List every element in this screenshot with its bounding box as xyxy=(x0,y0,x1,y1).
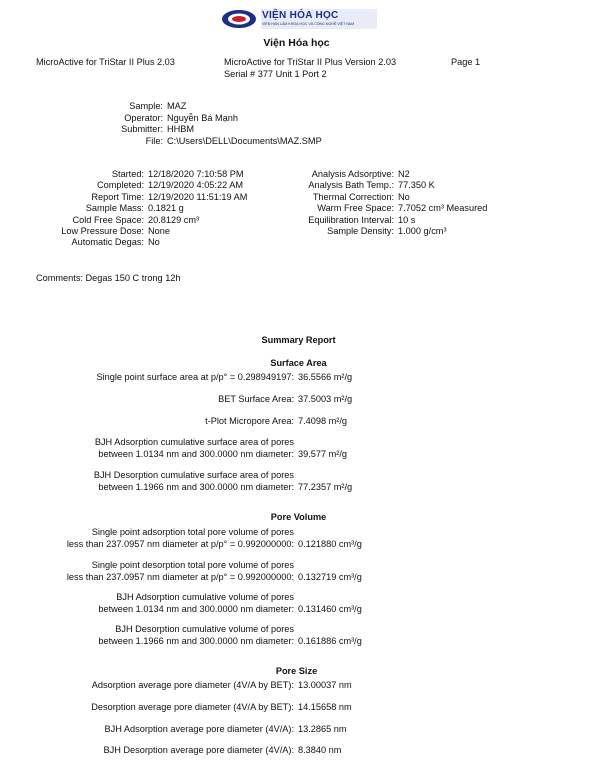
pore-size-value: 13.00037 nm xyxy=(298,680,352,690)
run-param-label: Analysis Bath Temp.: xyxy=(308,180,394,191)
surface-area-value: 39.577 m²/g xyxy=(298,448,348,459)
surface-area-label: between 1.1966 nm and 300.0000 nm diameter: xyxy=(98,481,294,492)
surface-area-title: Surface Area xyxy=(270,358,327,368)
pore-size-label: Desorption average pore diameter (4V/A by BET): xyxy=(91,702,294,712)
run-param-value: 20.8129 cm³ xyxy=(148,214,200,225)
surface-area-label: BJH Adsorption cumulative surface area of pores xyxy=(94,437,294,447)
run-param-label: Completed: xyxy=(97,180,144,191)
surface-area-value: 7.4098 m²/g xyxy=(298,416,348,426)
logo-name: VIỆN HÓA HỌC xyxy=(262,10,339,21)
surface-area-label: BET Surface Area: xyxy=(218,394,294,404)
summary-report-title: Summary Report xyxy=(261,335,336,345)
run-param-label: Thermal Correction: xyxy=(312,191,394,202)
pore-volume-label: between 1.0134 nm and 300.0000 nm diameter: xyxy=(98,603,294,614)
sample-info-label: Submitter: xyxy=(121,124,163,134)
pore-size-value: 14.15658 nm xyxy=(298,702,352,712)
surface-area-value: 37.5003 m²/g xyxy=(298,394,353,404)
pore-size-label: BJH Desorption average pore diameter (4V/A): xyxy=(103,745,294,755)
pore-volume-label: BJH Desorption cumulative volume of pores xyxy=(115,624,294,634)
sample-info-label: Operator: xyxy=(124,112,163,123)
run-param-value: None xyxy=(148,226,170,236)
run-param-value: N2 xyxy=(398,169,410,179)
sample-info-label: Sample: xyxy=(129,101,163,111)
sample-info-value: HHBM xyxy=(167,124,195,134)
pore-size-label: BJH Adsorption average pore diameter (4V/A): xyxy=(104,724,294,734)
run-param-label: Warm Free Space: xyxy=(317,203,394,214)
software-version: MicroActive for TriStar II Plus Version 2.03 xyxy=(224,57,397,67)
run-param-value: 12/18/2020 7:10:58 PM xyxy=(148,169,244,179)
logo-tagline: VIỆN HÀN LÂM KHOA HỌC VÀ CÔNG NGHỆ VIỆT NAM xyxy=(262,22,355,26)
run-param-label: Report Time: xyxy=(91,191,144,202)
pore-volume-label: BJH Adsorption cumulative volume of pores xyxy=(116,592,294,602)
surface-area-label: between 1.0134 nm and 300.0000 nm diameter: xyxy=(98,448,294,459)
comments: Comments: Degas 150 C trong 12h xyxy=(36,273,181,283)
surface-area-label: t-Plot Micropore Area: xyxy=(205,416,294,426)
run-param-label: Automatic Degas: xyxy=(71,237,144,248)
run-param-value: No xyxy=(398,191,410,202)
run-param-value: 77.350 K xyxy=(398,180,435,191)
surface-area-label: Single point surface area at p/p° = 0.298949197: xyxy=(96,372,294,382)
run-param-label: Equilibration Interval: xyxy=(308,214,394,225)
pore-size-label: Adsorption average pore diameter (4V/A by BET): xyxy=(91,680,294,690)
pore-volume-label: Single point adsorption total pore volume of pores xyxy=(91,527,294,537)
sample-info-value: Nguyễn Bá Mạnh xyxy=(167,112,238,123)
pore-volume-label: Single point desorption total pore volume of pores xyxy=(91,560,294,570)
pore-volume-label: less than 237.0957 nm diameter at p/p° = 0.992000000: xyxy=(66,538,294,549)
serial-info: Serial # 377 Unit 1 Port 2 xyxy=(224,69,327,79)
pore-volume-label: less than 237.0957 nm diameter at p/p° = 0.992000000: xyxy=(66,571,294,582)
run-param-label: Sample Mass: xyxy=(85,203,144,214)
sample-info-value: C:\Users\DELL\Documents\MAZ.SMP xyxy=(167,135,322,146)
sample-info-value: MAZ xyxy=(167,101,187,111)
pore-size-title: Pore Size xyxy=(275,666,318,676)
page-number: Page 1 xyxy=(451,57,481,67)
surface-area-value: 36.5566 m²/g xyxy=(298,372,353,382)
surface-area-label: BJH Desorption cumulative surface area of pores xyxy=(93,470,294,480)
pore-volume-value: 0.131460 cm³/g xyxy=(298,603,362,614)
run-param-value: 12/19/2020 4:05:22 AM xyxy=(148,180,244,191)
pore-size-value: 13.2865 nm xyxy=(298,724,347,734)
run-param-label: Low Pressure Dose: xyxy=(61,226,144,236)
surface-area-value: 77.2357 m²/g xyxy=(298,481,353,492)
run-param-label: Started: xyxy=(111,169,144,179)
run-param-label: Sample Density: xyxy=(327,226,394,236)
pore-volume-value: 0.121880 cm³/g xyxy=(298,538,362,549)
pore-size-value: 8.3840 nm xyxy=(298,745,342,755)
run-param-value: 10 s xyxy=(398,214,416,225)
run-param-value: 12/19/2020 11:51:19 AM xyxy=(148,191,248,202)
run-param-value: No xyxy=(148,237,160,248)
institute-title: Viện Hóa học xyxy=(263,37,330,49)
pore-volume-value: 0.132719 cm³/g xyxy=(298,571,362,582)
run-param-value: 7.7052 cm³ Measured xyxy=(398,203,488,214)
run-param-label: Analysis Adsorptive: xyxy=(311,169,394,179)
run-param-value: 1.000 g/cm³ xyxy=(398,226,447,236)
run-param-label: Cold Free Space: xyxy=(72,214,144,225)
sample-info-label: File: xyxy=(145,135,163,146)
pore-volume-label: between 1.1966 nm and 300.0000 nm diameter: xyxy=(98,635,294,646)
run-param-value: 0.1821 g xyxy=(148,203,184,214)
pore-volume-title: Pore Volume xyxy=(270,512,327,522)
pore-volume-value: 0.161886 cm³/g xyxy=(298,635,362,646)
software-name: MicroActive for TriStar II Plus 2.03 xyxy=(36,57,175,67)
